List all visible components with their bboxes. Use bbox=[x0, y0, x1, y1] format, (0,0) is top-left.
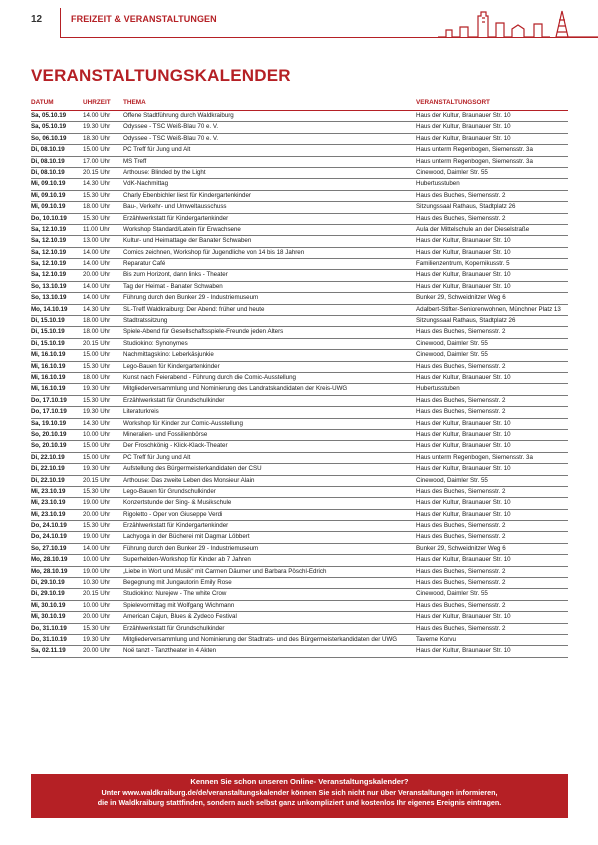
table-row bbox=[31, 635, 568, 646]
event-venue: Sitzungssaal Rathaus, Stadtplatz 26 bbox=[416, 317, 516, 325]
event-time: 14.00 Uhr bbox=[83, 112, 111, 119]
banner-text-line: die in Waldkraiburg stattfinden, sondern auch selbst ganz unkompliziert und kostenlos Ihr eigenes Ereignis eintragen. bbox=[97, 798, 502, 807]
event-time: 15.30 Uhr bbox=[83, 191, 111, 199]
page-number: 12 bbox=[31, 14, 43, 25]
event-time: 14.00 Uhr bbox=[83, 294, 111, 302]
event-topic: PC Treff für Jung und Alt bbox=[123, 146, 191, 154]
event-time: 20.15 Uhr bbox=[83, 168, 111, 176]
event-venue: Haus der Kultur, Braunauer Str. 10 bbox=[416, 465, 511, 473]
column-header-time: UHRZEIT bbox=[83, 99, 111, 106]
event-date: Di, 08.10.19 bbox=[31, 146, 65, 154]
event-topic: Bau-, Verkehr- und Umweltausschuss bbox=[123, 203, 227, 211]
event-topic: Kultur- und Heimattage der Banater Schwaben bbox=[123, 237, 252, 245]
event-topic: PC Treff für Jung und Alt bbox=[123, 453, 191, 461]
event-topic: Superhelden-Workshop für Kinder ab 7 Jahren bbox=[123, 556, 251, 564]
event-time: 14.00 Uhr bbox=[83, 282, 111, 290]
event-venue: Haus des Buches, Siemensstr. 2 bbox=[416, 191, 506, 199]
event-date: So, 13.10.19 bbox=[31, 294, 67, 302]
event-time: 18.00 Uhr bbox=[83, 328, 111, 336]
table-row bbox=[31, 122, 568, 133]
event-time: 15.30 Uhr bbox=[83, 362, 111, 370]
event-venue: Haus der Kultur, Braunauer Str. 10 bbox=[416, 282, 511, 290]
event-time: 19.00 Uhr bbox=[83, 567, 111, 575]
table-row bbox=[31, 624, 568, 635]
event-date: Sa, 12.10.19 bbox=[31, 225, 67, 233]
event-topic: Workshop Standard/Latein für Erwachsene bbox=[123, 225, 241, 233]
event-time: 13.00 Uhr bbox=[83, 237, 111, 245]
table-row bbox=[31, 111, 568, 122]
event-topic: SL-Treff Waldkraiburg: Der Abend: früher und heute bbox=[123, 305, 265, 313]
table-row bbox=[31, 453, 568, 464]
event-venue: Haus der Kultur, Braunauer Str. 10 bbox=[416, 556, 511, 564]
event-topic: Mineralien- und Fossilienbörse bbox=[123, 430, 208, 438]
table-row bbox=[31, 510, 568, 521]
event-venue: Haus der Kultur, Braunauer Str. 10 bbox=[416, 271, 511, 279]
table-row bbox=[31, 384, 568, 395]
event-date: Sa, 05.10.19 bbox=[31, 112, 67, 119]
event-venue: Adalbert-Stifter-Seniorenwohnen, Münchner Platz 13 bbox=[416, 305, 561, 313]
event-topic: Erzählwerkstatt für Kindergartenkinder bbox=[123, 522, 229, 530]
column-header-venue: VERANSTALTUNGSORT bbox=[416, 99, 490, 106]
event-date: So, 20.10.19 bbox=[31, 442, 67, 450]
event-time: 19.30 Uhr bbox=[83, 385, 111, 393]
event-date: Di, 22.10.19 bbox=[31, 465, 65, 473]
event-venue: Haus des Buches, Siemensstr. 2 bbox=[416, 533, 506, 541]
event-date: Mi, 30.10.19 bbox=[31, 613, 66, 621]
event-venue: Haus der Kultur, Braunauer Str. 10 bbox=[416, 134, 511, 142]
event-topic: Führung durch den Bunker 29 - Industriemuseum bbox=[123, 544, 259, 552]
table-row bbox=[31, 225, 568, 236]
event-date: Mi, 16.10.19 bbox=[31, 362, 66, 370]
event-topic: VdK-Nachmittag bbox=[123, 180, 169, 188]
event-topic: Arthouse: Blinded by the Light bbox=[123, 168, 206, 176]
event-venue: Haus der Kultur, Braunauer Str. 10 bbox=[416, 499, 511, 507]
table-row bbox=[31, 646, 568, 657]
event-date: Di, 22.10.19 bbox=[31, 476, 65, 484]
event-date: Mi, 09.10.19 bbox=[31, 203, 66, 211]
event-venue: Haus des Buches, Siemensstr. 2 bbox=[416, 601, 506, 609]
table-row bbox=[31, 327, 568, 338]
event-topic: „Liebe in Wort und Musik“ mit Carmen Däumer und Barbara Pöschl-Edrich bbox=[123, 567, 327, 575]
table-row bbox=[31, 498, 568, 509]
event-time: 19.30 Uhr bbox=[83, 465, 111, 473]
online-calendar-banner bbox=[31, 774, 568, 818]
event-venue: Haus des Buches, Siemensstr. 2 bbox=[416, 567, 506, 575]
table-row bbox=[31, 396, 568, 407]
event-date: Do, 24.10.19 bbox=[31, 522, 67, 530]
event-date: Di, 08.10.19 bbox=[31, 168, 65, 176]
event-time: 14.30 Uhr bbox=[83, 180, 111, 188]
event-topic: Lachyoga in der Bücherei mit Dagmar Löbbert bbox=[123, 533, 250, 541]
event-venue: Haus unterm Regenbogen, Siemensstr. 3a bbox=[416, 146, 533, 154]
event-topic: Begegnung mit Jungautorin Emily Rose bbox=[123, 579, 232, 587]
event-venue: Haus der Kultur, Braunauer Str. 10 bbox=[416, 430, 511, 438]
event-topic: Mitgliederversammlung und Nominierung des Landratskandidaten der Kreis-UWG bbox=[123, 385, 348, 393]
event-topic: Erzählwerkstatt für Grundschulkinder bbox=[123, 396, 225, 404]
event-time: 18.00 Uhr bbox=[83, 203, 111, 211]
table-row bbox=[31, 441, 568, 452]
event-time: 15.00 Uhr bbox=[83, 442, 111, 450]
event-time: 15.30 Uhr bbox=[83, 487, 111, 495]
event-date: Do, 31.10.19 bbox=[31, 624, 67, 632]
event-date: Mo, 28.10.19 bbox=[31, 556, 68, 564]
event-venue: Haus der Kultur, Braunauer Str. 10 bbox=[416, 373, 511, 381]
table-row bbox=[31, 157, 568, 168]
event-venue: Haus unterm Regenbogen, Siemensstr. 3a bbox=[416, 453, 533, 461]
event-venue: Familienzentrum, Kopernikusstr. 5 bbox=[416, 260, 510, 268]
page-header bbox=[0, 0, 598, 42]
event-time: 19.00 Uhr bbox=[83, 533, 111, 541]
event-time: 10.00 Uhr bbox=[83, 601, 111, 609]
event-time: 20.00 Uhr bbox=[83, 613, 111, 621]
event-venue: Cinewood, Daimler Str. 55 bbox=[416, 590, 488, 598]
event-date: Do, 31.10.19 bbox=[31, 635, 67, 643]
event-topic: Workshop für Kinder zur Comic-Ausstellung bbox=[123, 419, 243, 427]
table-row bbox=[31, 476, 568, 487]
table-row bbox=[31, 202, 568, 213]
event-topic: Reparatur Café bbox=[123, 260, 166, 268]
event-time: 20.00 Uhr bbox=[83, 271, 111, 279]
event-calendar-table bbox=[31, 98, 568, 658]
event-topic: Arthouse: Das zweite Leben des Monsieur Alain bbox=[123, 476, 255, 484]
event-time: 14.30 Uhr bbox=[83, 305, 111, 313]
table-row bbox=[31, 282, 568, 293]
event-venue: Haus des Buches, Siemensstr. 2 bbox=[416, 328, 506, 336]
table-row bbox=[31, 214, 568, 225]
event-topic: Mitgliederversammlung und Nominierung der Stadtrats- und des Bürgermeisterkandidaten der UWG bbox=[123, 635, 398, 643]
event-topic: Lego-Bauen für Grundschulkinder bbox=[123, 487, 216, 495]
event-venue: Haus der Kultur, Braunauer Str. 10 bbox=[416, 237, 511, 245]
event-time: 19.30 Uhr bbox=[83, 635, 111, 643]
event-time: 15.30 Uhr bbox=[83, 214, 111, 222]
event-topic: American Cajun, Blues & Zydeco Festival bbox=[123, 613, 237, 621]
event-topic: Nachmittagskino: Leberkäsjunkie bbox=[123, 351, 214, 359]
event-topic: Rigoletto - Oper von Giuseppe Verdi bbox=[123, 510, 223, 518]
table-row bbox=[31, 179, 568, 190]
event-topic: Aufstellung des Bürgermeisterkandidaten der CSU bbox=[123, 465, 262, 473]
event-venue: Haus des Buches, Siemensstr. 2 bbox=[416, 362, 506, 370]
event-venue: Haus der Kultur, Braunauer Str. 10 bbox=[416, 112, 511, 119]
event-venue: Taverne Korvu bbox=[416, 635, 456, 643]
event-time: 20.00 Uhr bbox=[83, 647, 111, 655]
event-date: Di, 29.10.19 bbox=[31, 579, 65, 587]
event-time: 10.00 Uhr bbox=[83, 430, 111, 438]
event-time: 18.30 Uhr bbox=[83, 134, 111, 142]
event-date: Di, 29.10.19 bbox=[31, 590, 65, 598]
event-topic: Bis zum Horizont, dann links - Theater bbox=[123, 271, 228, 279]
event-topic: Stadtratssitzung bbox=[123, 317, 168, 325]
table-row bbox=[31, 168, 568, 179]
table-row bbox=[31, 521, 568, 532]
event-venue: Haus der Kultur, Braunauer Str. 10 bbox=[416, 248, 511, 256]
event-venue: Haus der Kultur, Braunauer Str. 10 bbox=[416, 613, 511, 621]
event-date: Mi, 09.10.19 bbox=[31, 191, 66, 199]
table-row bbox=[31, 544, 568, 555]
table-row bbox=[31, 350, 568, 361]
event-date: Mi, 23.10.19 bbox=[31, 510, 66, 518]
event-time: 10.30 Uhr bbox=[83, 579, 111, 587]
event-date: Di, 15.10.19 bbox=[31, 339, 65, 347]
header-divider bbox=[60, 8, 61, 38]
table-row bbox=[31, 362, 568, 373]
event-date: Sa, 12.10.19 bbox=[31, 248, 67, 256]
event-topic: Spiele-Abend für Gesellschaftsspiele-Freunde jeden Alters bbox=[123, 328, 284, 336]
event-date: Di, 08.10.19 bbox=[31, 157, 65, 165]
table-row bbox=[31, 464, 568, 475]
event-topic: Offene Stadtführung durch Waldkraiburg bbox=[123, 112, 234, 119]
event-date: Sa, 12.10.19 bbox=[31, 237, 67, 245]
event-date: Do, 10.10.19 bbox=[31, 214, 67, 222]
page-title: VERANSTALTUNGSKALENDER bbox=[31, 66, 291, 85]
event-time: 15.30 Uhr bbox=[83, 396, 111, 404]
event-date: Mi, 23.10.19 bbox=[31, 499, 66, 507]
event-time: 17.00 Uhr bbox=[83, 157, 111, 165]
event-time: 20.00 Uhr bbox=[83, 510, 111, 518]
event-venue: Aula der Mittelschule an der Dieselstraße bbox=[416, 225, 530, 233]
event-time: 15.30 Uhr bbox=[83, 522, 111, 530]
event-topic: Tag der Heimat - Banater Schwaben bbox=[123, 282, 223, 290]
event-date: Di, 15.10.19 bbox=[31, 317, 65, 325]
event-venue: Cinewood, Daimler Str. 55 bbox=[416, 339, 488, 347]
event-topic: Comics zeichnen, Workshop für Jugendliche von 14 bis 18 Jahren bbox=[123, 248, 305, 256]
event-time: 10.00 Uhr bbox=[83, 556, 111, 564]
event-time: 15.00 Uhr bbox=[83, 351, 111, 359]
event-topic: Studiokino: Nurejew - The white Crow bbox=[123, 590, 227, 598]
event-venue: Bunker 29, Schweidnitzer Weg 6 bbox=[416, 544, 506, 552]
event-date: So, 06.10.19 bbox=[31, 134, 67, 142]
event-date: Mi, 30.10.19 bbox=[31, 601, 66, 609]
event-time: 19.30 Uhr bbox=[83, 408, 111, 416]
event-date: Mo, 28.10.19 bbox=[31, 567, 68, 575]
event-time: 15.30 Uhr bbox=[83, 624, 111, 632]
table-row bbox=[31, 293, 568, 304]
event-topic: Odyssee - TSC Weiß-Blau 70 e. V. bbox=[123, 134, 219, 142]
event-date: So, 27.10.19 bbox=[31, 544, 67, 552]
table-row bbox=[31, 407, 568, 418]
event-time: 20.15 Uhr bbox=[83, 339, 111, 347]
event-venue: Haus des Buches, Siemensstr. 2 bbox=[416, 408, 506, 416]
event-topic: Erzählwerkstatt für Kindergartenkinder bbox=[123, 214, 229, 222]
event-date: Mi, 09.10.19 bbox=[31, 180, 66, 188]
event-venue: Haus des Buches, Siemensstr. 2 bbox=[416, 624, 506, 632]
event-topic: Charly Ebenbichler liest für Kindergartenkinder bbox=[123, 191, 251, 199]
banner-text-line: Unter www.waldkraiburg.de/de/veranstaltungskalender können Sie sich nicht nur über Veranstaltungen informieren, bbox=[101, 787, 498, 797]
event-venue: Sitzungssaal Rathaus, Stadtplatz 26 bbox=[416, 203, 516, 211]
event-time: 19.00 Uhr bbox=[83, 499, 111, 507]
event-time: 20.15 Uhr bbox=[83, 476, 111, 484]
table-row bbox=[31, 373, 568, 384]
table-header bbox=[31, 98, 568, 111]
event-date: Di, 15.10.19 bbox=[31, 328, 65, 336]
table-row bbox=[31, 532, 568, 543]
waldkraiburg-skyline-icon bbox=[438, 8, 598, 40]
event-venue: Hubertusstuben bbox=[416, 385, 460, 393]
event-date: So, 13.10.19 bbox=[31, 282, 67, 290]
table-row bbox=[31, 555, 568, 566]
event-topic: Der Froschkönig - Klick-Klack-Theater bbox=[123, 442, 228, 450]
event-date: Di, 22.10.19 bbox=[31, 453, 65, 461]
event-time: 15.00 Uhr bbox=[83, 453, 111, 461]
event-date: Mi, 16.10.19 bbox=[31, 373, 66, 381]
event-venue: Haus der Kultur, Braunauer Str. 10 bbox=[416, 123, 511, 131]
table-row bbox=[31, 316, 568, 327]
table-row bbox=[31, 305, 568, 316]
event-time: 11.00 Uhr bbox=[83, 225, 110, 233]
column-header-topic: THEMA bbox=[123, 99, 146, 106]
event-topic: Noë tanzt - Tanztheater in 4 Akten bbox=[123, 647, 217, 655]
event-date: Do, 17.10.19 bbox=[31, 396, 67, 404]
event-date: Do, 24.10.19 bbox=[31, 533, 67, 541]
event-venue: Haus der Kultur, Braunauer Str. 10 bbox=[416, 442, 511, 450]
event-time: 14.00 Uhr bbox=[83, 248, 111, 256]
event-time: 14.00 Uhr bbox=[83, 260, 111, 268]
event-date: Mi, 16.10.19 bbox=[31, 351, 66, 359]
table-row bbox=[31, 339, 568, 350]
section-title: FREIZEIT & VERANSTALTUNGEN bbox=[71, 14, 217, 24]
event-date: Sa, 12.10.19 bbox=[31, 260, 67, 268]
event-venue: Hubertusstuben bbox=[416, 180, 460, 188]
column-header-date: DATUM bbox=[31, 99, 54, 106]
banner-headline: Kennen Sie schon unseren Online- Veranstaltungskalender? bbox=[190, 777, 409, 786]
event-date: Mo, 14.10.19 bbox=[31, 305, 68, 313]
event-topic: MS Treff bbox=[123, 157, 147, 165]
table-row bbox=[31, 236, 568, 247]
table-row bbox=[31, 567, 568, 578]
event-venue: Haus der Kultur, Braunauer Str. 10 bbox=[416, 647, 511, 655]
event-date: Mi, 23.10.19 bbox=[31, 487, 66, 495]
event-venue: Haus des Buches, Siemensstr. 2 bbox=[416, 522, 506, 530]
event-date: Sa, 02.11.19 bbox=[31, 647, 66, 655]
event-topic: Odyssee - TSC Weiß-Blau 70 e. V. bbox=[123, 123, 219, 131]
table-row bbox=[31, 601, 568, 612]
event-venue: Haus unterm Regenbogen, Siemensstr. 3a bbox=[416, 157, 533, 165]
event-time: 14.00 Uhr bbox=[83, 544, 111, 552]
event-topic: Führung durch den Bunker 29 - Industriemuseum bbox=[123, 294, 259, 302]
event-topic: Erzählwerkstatt für Grundschulkinder bbox=[123, 624, 225, 632]
event-venue: Cinewood, Daimler Str. 55 bbox=[416, 476, 488, 484]
event-venue: Haus des Buches, Siemensstr. 2 bbox=[416, 396, 506, 404]
event-time: 15.00 Uhr bbox=[83, 146, 111, 154]
event-date: Sa, 05.10.19 bbox=[31, 123, 67, 131]
table-row bbox=[31, 134, 568, 145]
event-venue: Bunker 29, Schweidnitzer Weg 6 bbox=[416, 294, 506, 302]
event-venue: Cinewood, Daimler Str. 55 bbox=[416, 168, 488, 176]
table-row bbox=[31, 259, 568, 270]
table-row bbox=[31, 419, 568, 430]
event-topic: Studiokino: Synonymes bbox=[123, 339, 188, 347]
table-row bbox=[31, 145, 568, 156]
table-row bbox=[31, 487, 568, 498]
event-topic: Spielevormittag mit Wolfgang Wichmann bbox=[123, 601, 235, 609]
table-row bbox=[31, 578, 568, 589]
event-venue: Haus des Buches, Siemensstr. 2 bbox=[416, 214, 506, 222]
event-venue: Haus des Buches, Siemensstr. 2 bbox=[416, 487, 506, 495]
event-date: Sa, 12.10.19 bbox=[31, 271, 67, 279]
event-topic: Kunst nach Feierabend - Führung durch die Comic-Ausstellung bbox=[123, 373, 296, 381]
event-date: So, 20.10.19 bbox=[31, 430, 67, 438]
event-time: 20.15 Uhr bbox=[83, 590, 111, 598]
event-topic: Lego-Bauen für Kindergartenkinder bbox=[123, 362, 220, 370]
event-venue: Cinewood, Daimler Str. 55 bbox=[416, 351, 488, 359]
event-date: Mi, 16.10.19 bbox=[31, 385, 66, 393]
event-topic: Literaturkreis bbox=[123, 408, 159, 416]
event-venue: Haus der Kultur, Braunauer Str. 10 bbox=[416, 510, 511, 518]
event-time: 14.30 Uhr bbox=[83, 419, 111, 427]
event-time: 18.00 Uhr bbox=[83, 317, 111, 325]
event-venue: Haus des Buches, Siemensstr. 2 bbox=[416, 579, 506, 587]
table-row bbox=[31, 270, 568, 281]
table-row bbox=[31, 248, 568, 259]
event-time: 19.30 Uhr bbox=[83, 123, 111, 131]
table-row bbox=[31, 191, 568, 202]
table-row bbox=[31, 589, 568, 600]
event-time: 18.00 Uhr bbox=[83, 373, 111, 381]
event-date: Sa, 19.10.19 bbox=[31, 419, 67, 427]
table-row bbox=[31, 612, 568, 623]
event-topic: Konzertstunde der Sing- & Musikschule bbox=[123, 499, 232, 507]
table-row bbox=[31, 430, 568, 441]
table-body bbox=[31, 111, 568, 658]
event-venue: Haus der Kultur, Braunauer Str. 10 bbox=[416, 419, 511, 427]
event-date: Do, 17.10.19 bbox=[31, 408, 67, 416]
